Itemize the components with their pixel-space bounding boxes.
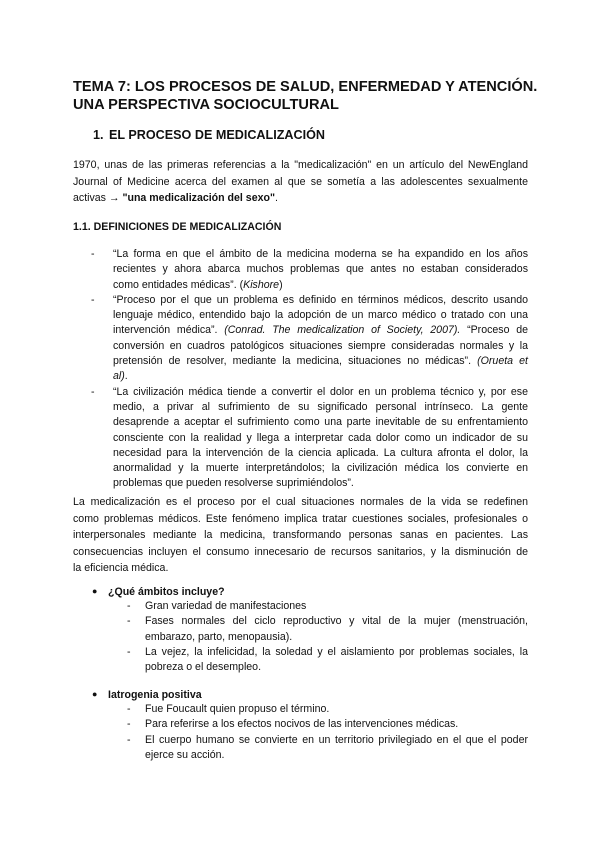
list-item bbox=[91, 293, 528, 385]
list-item bbox=[91, 247, 528, 293]
dash-marker: - bbox=[127, 733, 131, 746]
citation: al) bbox=[113, 370, 125, 383]
text-fragment: ) bbox=[279, 278, 283, 291]
text-line: problemas que pueden resolverse suprimiéndolos”. bbox=[113, 477, 354, 490]
ambitos-list bbox=[127, 599, 528, 675]
citation: Kishore bbox=[243, 278, 280, 291]
section-title: EL PROCESO DE MEDICALIZACIÓN bbox=[109, 128, 325, 142]
bold-phrase: "una medicalización del sexo" bbox=[122, 192, 275, 205]
text-line: recientes y ahora abarca muchos problemas que antes no estaban considerados bbox=[113, 263, 528, 276]
text-line: “La forma en que el ámbito de la medicina moderna se ha expandido en los años bbox=[113, 248, 528, 260]
intro-paragraph bbox=[73, 157, 528, 207]
text-fragment: pretensión de resolver, mediante la medicina, situaciones no médicas”. bbox=[113, 355, 478, 368]
text-line: consciente con la realidad y llega a interpretar cada dolor como un indicador de su bbox=[113, 431, 528, 444]
iatrogenia-list bbox=[127, 702, 528, 763]
list-item bbox=[127, 717, 528, 732]
list-item bbox=[127, 614, 528, 645]
text-line: La medicalización es el proceso por el cual situaciones normales de la vida se redefinen bbox=[73, 496, 528, 508]
text-fragment: activas → bbox=[73, 192, 123, 205]
dash-marker: - bbox=[91, 385, 95, 398]
dash-marker: - bbox=[127, 703, 131, 715]
text-line: interpersonales mediante la medicina, transformando personas sanas en pacientes. Las bbox=[73, 529, 528, 542]
text-fragment: intervención médica”. bbox=[113, 324, 225, 337]
text-line bbox=[113, 278, 528, 293]
section-number: 1. bbox=[93, 128, 104, 142]
citation: (Conrad. The medicalization of Society, 2007). bbox=[224, 324, 461, 337]
text-line: consecuencias incluyen el consumo innecesario de recursos sanitarios, y la disminución de bbox=[73, 545, 528, 558]
text-line: Fases normales del ciclo reproductivo y vital de la mujer (menstruación, bbox=[145, 615, 528, 628]
list-item bbox=[127, 733, 528, 764]
text-fragment: . bbox=[274, 192, 278, 205]
dash-marker: - bbox=[127, 718, 131, 731]
text-fragment: . bbox=[124, 370, 128, 383]
bullet-heading-ambitos bbox=[92, 583, 225, 600]
dash-marker: - bbox=[127, 615, 131, 628]
text-line: Journal of Medicine acerca del examen al que se sometía a las adolescentes sexualmente bbox=[73, 175, 528, 188]
subsection-heading: 1.1. DEFINICIONES DE MEDICALIZACIÓN bbox=[73, 221, 282, 233]
definitions-list bbox=[91, 247, 528, 492]
text-line: 1970, unas de las primeras referencias a la "medicalización" en un artículo del NewEngland bbox=[73, 159, 528, 171]
text-line: anormalidad y la muerte interpretándolos; la civilización médica los convierte en bbox=[113, 462, 528, 475]
bullet-heading-text: Iatrogenia positiva bbox=[108, 689, 202, 701]
text-line: conversión en cuadros patológicos situaciones siempre consideradas normales y la bbox=[113, 339, 528, 352]
title-line: TEMA 7: LOS PROCESOS DE SALUD, ENFERMEDAD Y ATENCIÓN. bbox=[73, 79, 538, 95]
text-line: pobreza o el desempleo. bbox=[145, 661, 262, 674]
dash-marker: - bbox=[91, 293, 95, 306]
dash-marker: - bbox=[91, 248, 95, 260]
text-fragment: como entidades médicas”. ( bbox=[113, 278, 244, 291]
text-line: Gran variedad de manifestaciones bbox=[145, 600, 307, 612]
text-line bbox=[73, 190, 528, 207]
text-line: la eficiencia médica. bbox=[73, 562, 169, 575]
text-line: embarazo, parto, menopausia). bbox=[145, 630, 293, 643]
dash-marker: - bbox=[127, 645, 131, 658]
text-line: “La civilización médica tiende a convertir el dolor en un problema técnico y, por ese bbox=[113, 385, 528, 398]
text-line: medio, a privar al sufrimiento de su significado personal intrínseco. La gente bbox=[113, 400, 528, 413]
text-line: Fue Foucault quien propuso el término. bbox=[145, 703, 330, 715]
text-line: ejerce su acción. bbox=[145, 748, 225, 761]
page-title bbox=[73, 78, 543, 114]
list-item bbox=[127, 645, 528, 676]
text-line: necesidad para la intervención de la ciencia aplicada. La cultura afronta el dolor, la bbox=[113, 446, 528, 459]
bullet-heading-text: ¿Qué ámbitos incluye? bbox=[108, 586, 225, 598]
summary-paragraph bbox=[73, 494, 528, 577]
text-fragment: “Proceso de bbox=[460, 324, 528, 337]
dash-marker: - bbox=[127, 600, 131, 612]
bullet-heading-iatrogenia bbox=[92, 686, 202, 703]
text-line bbox=[113, 323, 528, 338]
text-line bbox=[113, 354, 528, 369]
text-line: como problemas médicos. Este fenómeno implica tratar cuestiones sociales, profesionales o bbox=[73, 512, 528, 525]
list-item bbox=[127, 599, 528, 614]
citation: (Orueta et bbox=[477, 355, 528, 368]
title-line: UNA PERSPECTIVA SOCIOCULTURAL bbox=[73, 97, 339, 113]
text-line bbox=[113, 369, 528, 384]
bullet-icon: ● bbox=[92, 689, 98, 699]
section-heading bbox=[93, 127, 325, 143]
bullet-icon: ● bbox=[92, 586, 98, 596]
text-line: “Proceso por el que un problema es definido en términos médicos, descrito usando bbox=[113, 293, 528, 306]
text-line: desaprende a aceptar el sufrimiento como una parte inevitable de su enfrentamiento bbox=[113, 416, 528, 429]
text-line: lenguaje médico, entendido bajo la adopción de un marco médico o tratado con una bbox=[113, 309, 528, 322]
text-line: Para referirse a los efectos nocivos de las intervenciones médicas. bbox=[145, 718, 459, 731]
text-line: La vejez, la infelicidad, la soledad y el aislamiento por problemas sociales, la bbox=[145, 645, 528, 658]
list-item bbox=[91, 385, 528, 492]
text-line: El cuerpo humano se convierte en un territorio privilegiado en el que el poder bbox=[145, 733, 528, 746]
list-item bbox=[127, 702, 528, 717]
